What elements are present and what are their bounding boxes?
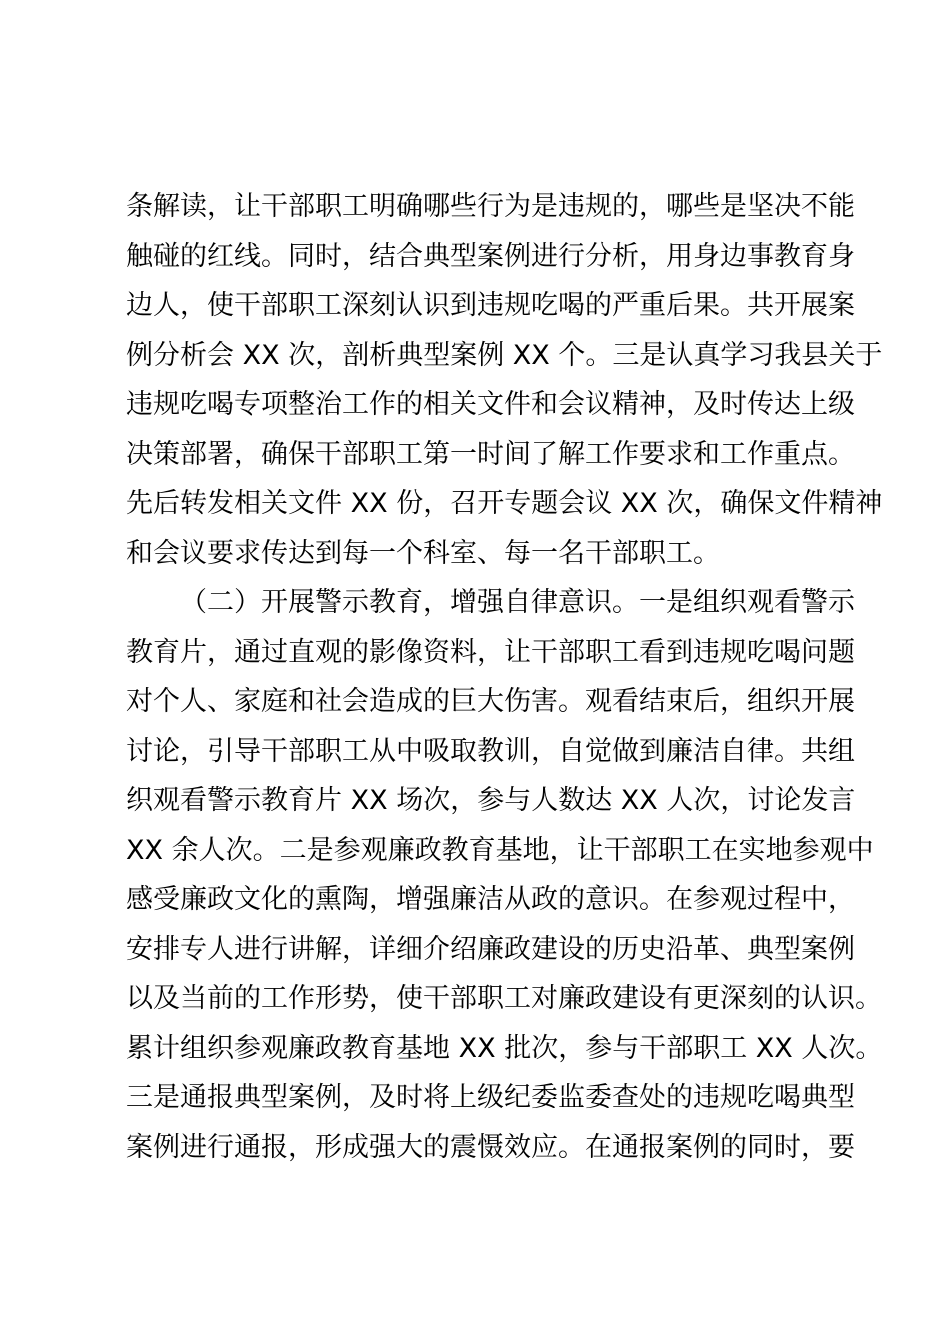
text-line: 教 育 片 ， 通 过 直 观 的 影 像 资 料 ， 让 干 部 职 工 看 到 违 规 吃 喝 问 题 — [126, 636, 855, 668]
text-line: 讨 论 ， 引 导 干 部 职 工 从 中 吸 取 教 训 ， 自 觉 做 到 廉 洁 自 律 。 共 组 — [126, 735, 855, 767]
text-line: 累 计 组 织 参 观 廉 政 教 育 基 地 X X 批 次 ， 参 与 干 部 职 工 X X 人 次 。 — [126, 1032, 883, 1064]
text-line: 感 受 廉 政 文 化 的 熏 陶 ， 增 强 廉 洁 从 政 的 意 识 。 在 参 观 过 程 中 ， — [126, 884, 855, 915]
text-line: 和会议要求传达到每一个科室、每一名干部职工。 — [126, 537, 720, 569]
text-line: 以 及 当 前 的 工 作 形 势 ， 使 干 部 职 工 对 廉 政 建 设 有 更 深 刻 的 认 识 。 — [126, 983, 882, 1014]
text-line: 触 碰 的 红 线 。 同 时 ， 结 合 典 型 案 例 进 行 分 析 ， 用 身 边 事 教 育 身 — [126, 240, 855, 272]
text-line: 违 规 吃 喝 专 项 整 治 工 作 的 相 关 文 件 和 会 议 精 神 ， 及 时 传 达 上 级 — [126, 389, 855, 420]
text-line: 例 分 析 会 X X 次 ， 剖 析 典 型 案 例 X X 个 。 三 是 认 真 学 习 我 县 关 于 — [126, 339, 883, 371]
text-line: 先 后 转 发 相 关 文 件 X X 份 ， 召 开 专 题 会 议 X X 次 ， 确 保 文 件 精 神 — [126, 488, 883, 519]
text-line: 条 解 读 ， 让 干 部 职 工 明 确 哪 些 行 为 是 违 规 的 ， 哪 些 是 坚 决 不 能 — [126, 191, 855, 222]
text-line: 安 排 专 人 进 行 讲 解 ， 详 细 介 绍 廉 政 建 设 的 历 史 沿 革 、 典 型 案 例 — [126, 933, 855, 965]
text-line: X X 余 人 次 。 二 是 参 观 廉 政 教 育 基 地 ， 让 干 部 职 工 在 实 地 参 观 中 — [126, 834, 874, 866]
section-heading-line: （ 二 ） 开 展 警 示 教 育 ， 增 强 自 律 意 识 。 一 是 组 织 观 看 警 示 — [180, 587, 855, 618]
text-line: 决 策 部 署 ， 确 保 干 部 职 工 第 一 时 间 了 解 工 作 要 求 和 工 作 重 点 。 — [126, 438, 855, 470]
text-line: 案 例 进 行 通 报 ， 形 成 强 大 的 震 慑 效 应 。 在 通 报 案 例 的 同 时 ， 要 — [126, 1131, 855, 1163]
document-body — [126, 182, 883, 1172]
text-line: 织 观 看 警 示 教 育 片 X X 场 次 ， 参 与 人 数 达 X X 人 次 ， 讨 论 发 言 — [126, 785, 856, 816]
text-line: 边 人 ， 使 干 部 职 工 深 刻 认 识 到 违 规 吃 喝 的 严 重 后 果 。 共 开 展 案 — [126, 290, 855, 321]
text-line: 三 是 通 报 典 型 案 例 ， 及 时 将 上 级 纪 委 监 委 查 处 的 违 规 吃 喝 典 型 — [126, 1082, 855, 1113]
text-line: 对 个 人 、 家 庭 和 社 会 造 成 的 巨 大 伤 害 。 观 看 结 束 后 ， 组 织 开 展 — [126, 686, 855, 717]
